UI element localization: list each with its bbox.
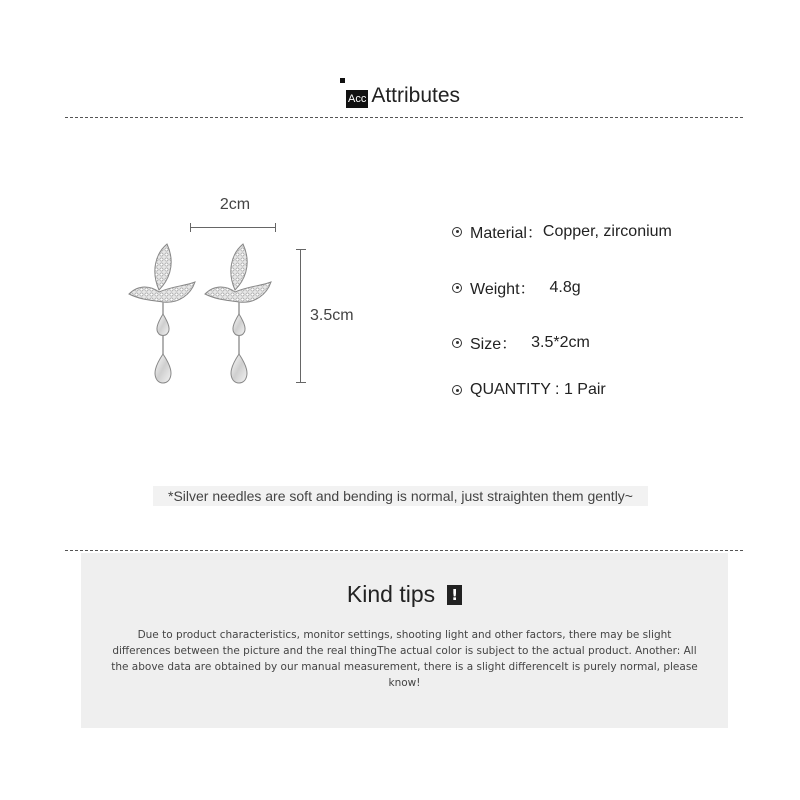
section-title	[340, 78, 460, 108]
attribute-value: 4.8g	[549, 278, 581, 296]
attribute-quantity	[452, 381, 606, 399]
bottom-divider	[65, 550, 743, 551]
kind-tips-panel	[81, 553, 728, 728]
kind-tips-body: Due to product characteristics, monitor settings, shooting light and other factors, there may be slight differences between the picture and the real thingThe actual color is subject to the actual product. Another: All the above data are obtained by our manual measurement, there is a slight differenceIt is purely normal, please know!	[111, 629, 698, 689]
bullet-icon	[452, 338, 462, 348]
attribute-value: 3.5*2cm	[531, 333, 590, 351]
earrings-image	[125, 238, 295, 393]
attribute-label: QUANTITY : 1 Pair	[470, 381, 606, 398]
kind-tips-heading	[81, 581, 728, 608]
title-badge: Acc	[346, 90, 368, 108]
attribute-label: Size：	[470, 336, 518, 353]
attribute-weight	[452, 276, 581, 299]
warning-icon: !	[447, 585, 462, 605]
bullet-icon	[452, 227, 462, 237]
bullet-icon	[452, 385, 462, 395]
attribute-label: Weight：	[470, 281, 536, 298]
title-dot-decoration	[340, 78, 345, 83]
attribute-label: Material：	[470, 225, 543, 242]
width-dimension-line	[190, 227, 276, 228]
kind-tips-title: Kind tips	[346, 581, 436, 607]
height-dimension-label: 3.5cm	[310, 307, 354, 324]
top-divider	[65, 117, 743, 118]
height-dimension-line	[300, 249, 301, 383]
attribute-size	[452, 331, 590, 354]
right-earring	[205, 244, 271, 383]
width-dimension-label: 2cm	[219, 196, 251, 213]
care-note: *Silver needles are soft and bending is normal, just straighten them gently~	[153, 486, 648, 506]
attribute-value: Copper, zirconium	[542, 222, 672, 240]
page-title: Attributes	[371, 84, 461, 107]
attribute-material	[452, 220, 672, 243]
bullet-icon	[452, 283, 462, 293]
left-earring	[129, 244, 195, 383]
